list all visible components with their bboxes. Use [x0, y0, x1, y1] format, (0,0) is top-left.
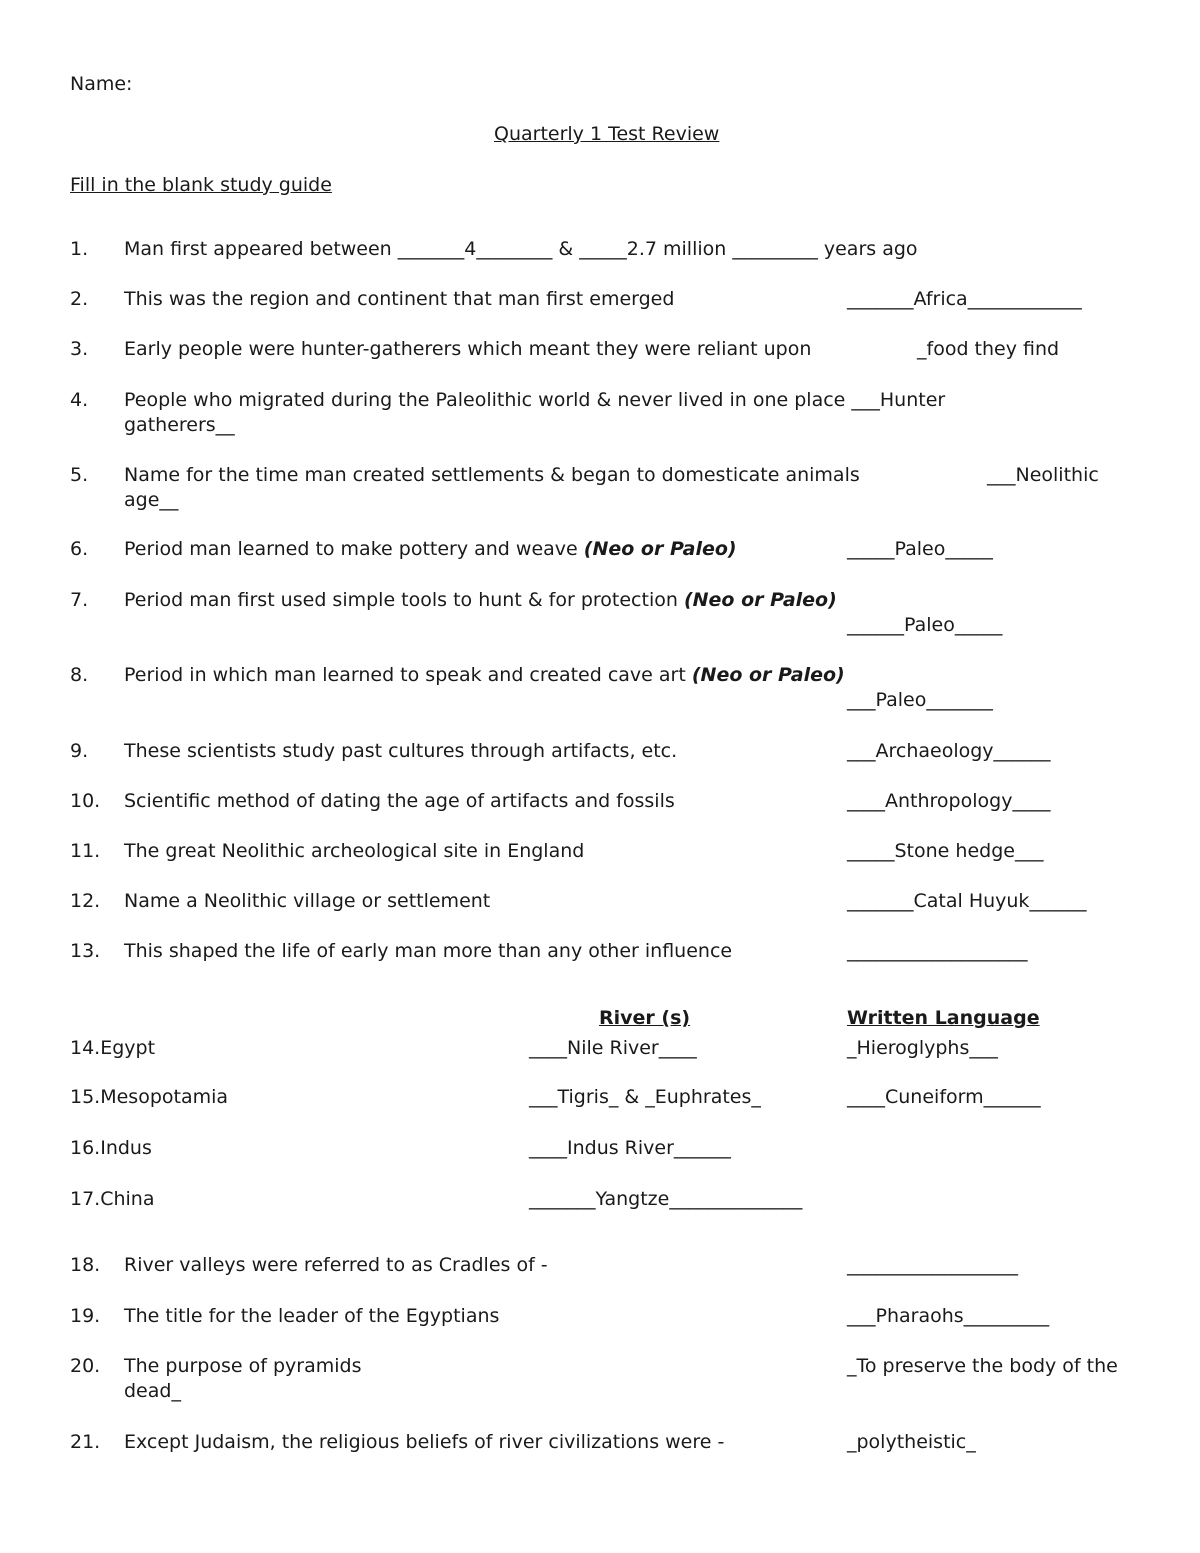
question-text: The purpose of pyramids	[124, 1355, 362, 1377]
question-text: The great Neolithic archeological site in England	[124, 840, 585, 862]
answer-blank: __________________	[847, 1254, 1018, 1276]
river-answer: _______Yangtze______________	[529, 1188, 803, 1210]
civilization-label: 16.Indus	[70, 1137, 152, 1159]
answer-text: ___Paleo_______	[847, 689, 993, 711]
question-number: 19.	[70, 1305, 101, 1327]
answer-text: ___Neolithic	[987, 464, 1099, 486]
question-text: Period in which man learned to speak and created cave art (Neo or Paleo)	[124, 664, 845, 686]
question-text-continued: gatherers__	[124, 414, 235, 436]
answer-text: ______Paleo_____	[847, 614, 1003, 636]
question-number: 12.	[70, 890, 101, 912]
question-number: 7.	[70, 589, 89, 611]
question-text: Period man first used simple tools to hunt & for protection (Neo or Paleo)	[124, 589, 837, 611]
question-number: 11.	[70, 840, 101, 862]
question-number: 21.	[70, 1431, 101, 1453]
question-number: 13.	[70, 940, 101, 962]
question-number: 4.	[70, 389, 89, 411]
question-text-continued: dead_	[124, 1380, 181, 1402]
river-answer: ____Indus River______	[529, 1137, 731, 1159]
question-text: Name for the time man created settlements & began to domesticate animals	[124, 464, 860, 486]
page-title: Quarterly 1 Test Review	[494, 123, 720, 145]
question-text: Name a Neolithic village or settlement	[124, 890, 491, 912]
question-text: Scientific method of dating the age of artifacts and fossils	[124, 790, 675, 812]
question-number: 9.	[70, 740, 89, 762]
question-text: These scientists study past cultures through artifacts, etc.	[124, 740, 678, 762]
civilization-label: 14.Egypt	[70, 1037, 156, 1059]
question-text: Period man learned to make pottery and weave (Neo or Paleo)	[124, 538, 737, 560]
question-number: 3.	[70, 338, 89, 360]
question-text: The title for the leader of the Egyptians	[124, 1305, 500, 1327]
river-answer: ___Tigris_ & _Euphrates_	[529, 1086, 761, 1108]
name-label: Name:	[70, 73, 133, 95]
question-text: River valleys were referred to as Cradles of -	[124, 1254, 548, 1276]
answer-blank: ___________________	[847, 940, 1028, 962]
river-answer: ____Nile River____	[529, 1037, 697, 1059]
question-number: 18.	[70, 1254, 101, 1276]
neo-or-paleo-hint: (Neo or Paleo)	[583, 538, 737, 560]
question-number: 2.	[70, 288, 89, 310]
neo-or-paleo-hint: (Neo or Paleo)	[683, 589, 837, 611]
written-language-column-header: Written Language	[847, 1007, 1040, 1029]
question-number: 5.	[70, 464, 89, 486]
question-text: This was the region and continent that man first emerged	[124, 288, 675, 310]
answer-text: _______Africa____________	[847, 288, 1082, 310]
river-column-header: River (s)	[599, 1007, 691, 1029]
page-subtitle: Fill in the blank study guide	[70, 174, 332, 196]
question-text: Early people were hunter-gatherers which meant they were reliant upon	[124, 338, 812, 360]
answer-text: ___Archaeology______	[847, 740, 1051, 762]
language-answer: ____Cuneiform______	[847, 1086, 1041, 1108]
answer-text: ____Anthropology____	[847, 790, 1051, 812]
answer-text: _food they find	[917, 338, 1060, 360]
answer-text: _To preserve the body of the	[847, 1355, 1118, 1377]
answer-text: _____Paleo_____	[847, 538, 993, 560]
answer-text: _______Catal Huyuk______	[847, 890, 1087, 912]
answer-text: ___Pharaohs_________	[847, 1305, 1050, 1327]
question-text: Man first appeared between _______4________ & _____2.7 million _________ years ago	[124, 238, 918, 260]
neo-or-paleo-hint: (Neo or Paleo)	[691, 664, 845, 686]
question-number: 1.	[70, 238, 89, 260]
question-text-continued: age__	[124, 489, 179, 511]
question-number: 10.	[70, 790, 101, 812]
answer-text: _____Stone hedge___	[847, 840, 1044, 862]
question-number: 6.	[70, 538, 89, 560]
language-answer: _Hieroglyphs___	[847, 1037, 998, 1059]
question-text: People who migrated during the Paleolithic world & never lived in one place ___Hunter	[124, 389, 946, 411]
question-number: 8.	[70, 664, 89, 686]
question-text: This shaped the life of early man more than any other influence	[124, 940, 733, 962]
civilization-label: 17.China	[70, 1188, 155, 1210]
question-text: Except Judaism, the religious beliefs of river civilizations were -	[124, 1431, 725, 1453]
civilization-label: 15.Mesopotamia	[70, 1086, 229, 1108]
question-number: 20.	[70, 1355, 101, 1377]
answer-text: _polytheistic_	[847, 1431, 976, 1453]
